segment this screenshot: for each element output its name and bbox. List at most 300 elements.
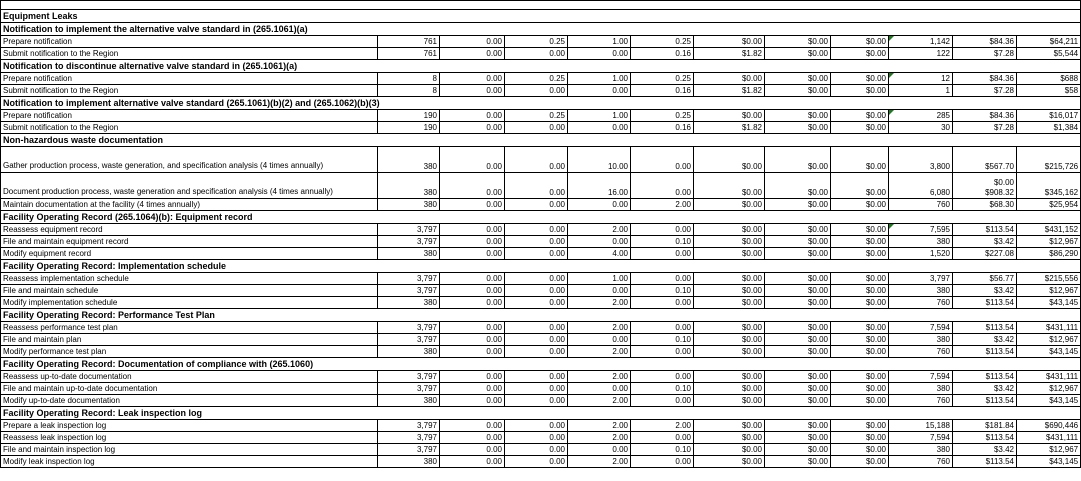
col-d-cell[interactable]: 2.00 bbox=[568, 456, 631, 468]
cost-f-cell[interactable]: $0.00 bbox=[694, 395, 765, 407]
activity-label-cell[interactable]: Prepare notification bbox=[1, 110, 378, 122]
total-cost-cell[interactable]: $431,111 bbox=[1017, 432, 1081, 444]
cost-f-cell[interactable]: $1.82 bbox=[694, 48, 765, 60]
col-d-cell[interactable]: 1.00 bbox=[568, 36, 631, 48]
cost-per-respondent-cell[interactable]: $227.08 bbox=[953, 248, 1017, 260]
cost-g-cell[interactable]: $0.00 bbox=[765, 173, 831, 199]
total-hours-cell[interactable]: 1,520 bbox=[889, 248, 953, 260]
cost-per-respondent-cell[interactable]: $181.84 bbox=[953, 420, 1017, 432]
total-hours-cell[interactable]: 380 bbox=[889, 444, 953, 456]
total-hours-cell[interactable]: 3,797 bbox=[889, 273, 953, 285]
col-b-cell[interactable]: 0.00 bbox=[440, 224, 505, 236]
col-d-cell[interactable]: 1.00 bbox=[568, 110, 631, 122]
col-d-cell[interactable]: 2.00 bbox=[568, 395, 631, 407]
activity-label-cell[interactable]: Prepare a leak inspection log bbox=[1, 420, 378, 432]
respondents-cell[interactable]: 380 bbox=[378, 147, 440, 173]
activity-label-cell[interactable]: Maintain documentation at the facility (4 times annually) bbox=[1, 199, 378, 211]
col-e-cell[interactable]: 0.00 bbox=[631, 395, 694, 407]
cost-g-cell[interactable]: $0.00 bbox=[765, 395, 831, 407]
col-c-cell[interactable]: 0.00 bbox=[505, 122, 568, 134]
cost-per-respondent-cell[interactable]: $113.54 bbox=[953, 371, 1017, 383]
cost-h-cell[interactable]: $0.00 bbox=[831, 248, 889, 260]
cost-h-cell[interactable]: $0.00 bbox=[831, 199, 889, 211]
section-title[interactable]: Notification to implement the alternative valve standard in (265.1061)(a) bbox=[1, 23, 1017, 36]
cost-h-cell[interactable]: $0.00 bbox=[831, 444, 889, 456]
col-b-cell[interactable]: 0.00 bbox=[440, 322, 505, 334]
respondents-cell[interactable]: 380 bbox=[378, 395, 440, 407]
cost-per-respondent-cell[interactable]: $3.42 bbox=[953, 444, 1017, 456]
cost-per-respondent-cell[interactable]: $84.36 bbox=[953, 110, 1017, 122]
total-cost-cell[interactable]: $12,967 bbox=[1017, 236, 1081, 248]
col-c-cell[interactable]: 0.00 bbox=[505, 248, 568, 260]
respondents-cell[interactable]: 761 bbox=[378, 48, 440, 60]
col-b-cell[interactable]: 0.00 bbox=[440, 383, 505, 395]
total-hours-cell[interactable]: 285 bbox=[889, 110, 953, 122]
cost-f-cell[interactable]: $0.00 bbox=[694, 110, 765, 122]
cost-h-cell[interactable]: $0.00 bbox=[831, 147, 889, 173]
col-c-cell[interactable]: 0.00 bbox=[505, 334, 568, 346]
cost-f-cell[interactable]: $0.00 bbox=[694, 199, 765, 211]
col-b-cell[interactable]: 0.00 bbox=[440, 346, 505, 358]
total-cost-cell[interactable]: $16,017 bbox=[1017, 110, 1081, 122]
cost-h-cell[interactable]: $0.00 bbox=[831, 371, 889, 383]
cost-h-cell[interactable]: $0.00 bbox=[831, 110, 889, 122]
col-d-cell[interactable]: 2.00 bbox=[568, 346, 631, 358]
cost-f-cell[interactable]: $0.00 bbox=[694, 346, 765, 358]
cost-f-cell[interactable]: $0.00 bbox=[694, 248, 765, 260]
section-title[interactable]: Non-hazardous waste documentation bbox=[1, 134, 1017, 147]
total-hours-cell[interactable]: 3,800 bbox=[889, 147, 953, 173]
col-d-cell[interactable]: 2.00 bbox=[568, 420, 631, 432]
col-c-cell[interactable]: 0.00 bbox=[505, 444, 568, 456]
section-title[interactable]: Facility Operating Record: Leak inspection log bbox=[1, 407, 1017, 420]
total-hours-cell[interactable]: 6,080 bbox=[889, 173, 953, 199]
col-b-cell[interactable]: 0.00 bbox=[440, 199, 505, 211]
total-cost-cell[interactable]: $1,384 bbox=[1017, 122, 1081, 134]
cost-g-cell[interactable]: $0.00 bbox=[765, 199, 831, 211]
respondents-cell[interactable]: 3,797 bbox=[378, 444, 440, 456]
respondents-cell[interactable]: 3,797 bbox=[378, 371, 440, 383]
col-e-cell[interactable]: 2.00 bbox=[631, 199, 694, 211]
col-d-cell[interactable]: 2.00 bbox=[568, 224, 631, 236]
total-cost-cell[interactable]: $215,726 bbox=[1017, 147, 1081, 173]
activity-label-cell[interactable]: Prepare notification bbox=[1, 73, 378, 85]
cost-h-cell[interactable]: $0.00 bbox=[831, 122, 889, 134]
col-e-cell[interactable]: 0.25 bbox=[631, 73, 694, 85]
col-e-cell[interactable]: 0.16 bbox=[631, 85, 694, 97]
total-hours-cell[interactable]: 760 bbox=[889, 199, 953, 211]
respondents-cell[interactable]: 380 bbox=[378, 456, 440, 468]
total-cost-cell[interactable]: $43,145 bbox=[1017, 395, 1081, 407]
cost-f-cell[interactable]: $0.00 bbox=[694, 371, 765, 383]
cost-g-cell[interactable]: $0.00 bbox=[765, 73, 831, 85]
col-b-cell[interactable]: 0.00 bbox=[440, 297, 505, 309]
col-b-cell[interactable]: 0.00 bbox=[440, 85, 505, 97]
col-c-cell[interactable]: 0.00 bbox=[505, 297, 568, 309]
page-title[interactable]: Equipment Leaks bbox=[1, 10, 1017, 23]
cost-h-cell[interactable]: $0.00 bbox=[831, 420, 889, 432]
activity-label-cell[interactable]: Modify equipment record bbox=[1, 248, 378, 260]
cost-per-respondent-cell[interactable]: $113.54 bbox=[953, 456, 1017, 468]
total-hours-cell[interactable]: 122 bbox=[889, 48, 953, 60]
cost-f-cell[interactable]: $0.00 bbox=[694, 73, 765, 85]
cost-h-cell[interactable]: $0.00 bbox=[831, 395, 889, 407]
cost-h-cell[interactable]: $0.00 bbox=[831, 85, 889, 97]
activity-label-cell[interactable]: Prepare notification bbox=[1, 36, 378, 48]
section-title[interactable]: Notification to discontinue alternative valve standard in (265.1061)(a) bbox=[1, 60, 1017, 73]
empty-cell[interactable] bbox=[1017, 211, 1081, 224]
cost-g-cell[interactable]: $0.00 bbox=[765, 285, 831, 297]
respondents-cell[interactable]: 380 bbox=[378, 346, 440, 358]
cost-f-cell[interactable]: $0.00 bbox=[694, 285, 765, 297]
cost-g-cell[interactable]: $0.00 bbox=[765, 334, 831, 346]
activity-label-cell[interactable]: Document production process, waste generation and specification analysis (4 times annually) bbox=[1, 173, 378, 199]
col-d-cell[interactable]: 0.00 bbox=[568, 285, 631, 297]
col-d-cell[interactable]: 1.00 bbox=[568, 273, 631, 285]
cost-per-respondent-cell[interactable]: $56.77 bbox=[953, 273, 1017, 285]
section-title[interactable]: Facility Operating Record: Documentation of compliance with (265.1060) bbox=[1, 358, 1017, 371]
empty-cell[interactable] bbox=[1017, 260, 1081, 273]
col-c-cell[interactable]: 0.00 bbox=[505, 432, 568, 444]
total-cost-cell[interactable]: $43,145 bbox=[1017, 346, 1081, 358]
col-c-cell[interactable]: 0.00 bbox=[505, 395, 568, 407]
col-b-cell[interactable]: 0.00 bbox=[440, 273, 505, 285]
total-cost-cell[interactable]: $43,145 bbox=[1017, 297, 1081, 309]
col-e-cell[interactable]: 0.00 bbox=[631, 297, 694, 309]
col-e-cell[interactable]: 0.10 bbox=[631, 236, 694, 248]
col-d-cell[interactable]: 0.00 bbox=[568, 444, 631, 456]
col-b-cell[interactable]: 0.00 bbox=[440, 432, 505, 444]
activity-label-cell[interactable]: File and maintain inspection log bbox=[1, 444, 378, 456]
activity-label-cell[interactable]: File and maintain schedule bbox=[1, 285, 378, 297]
cost-g-cell[interactable]: $0.00 bbox=[765, 383, 831, 395]
col-e-cell[interactable]: 2.00 bbox=[631, 420, 694, 432]
col-e-cell[interactable]: 0.00 bbox=[631, 322, 694, 334]
col-c-cell[interactable]: 0.00 bbox=[505, 236, 568, 248]
empty-cell[interactable] bbox=[1017, 10, 1081, 23]
respondents-cell[interactable]: 3,797 bbox=[378, 285, 440, 297]
activity-label-cell[interactable]: Reassess up-to-date documentation bbox=[1, 371, 378, 383]
cost-per-respondent-cell[interactable]: $3.42 bbox=[953, 285, 1017, 297]
activity-label-cell[interactable]: File and maintain plan bbox=[1, 334, 378, 346]
cost-f-cell[interactable]: $0.00 bbox=[694, 432, 765, 444]
total-hours-cell[interactable]: 15,188 bbox=[889, 420, 953, 432]
col-c-cell[interactable]: 0.00 bbox=[505, 346, 568, 358]
activity-label-cell[interactable]: Submit notification to the Region bbox=[1, 122, 378, 134]
col-c-cell[interactable]: 0.00 bbox=[505, 199, 568, 211]
cost-f-cell[interactable]: $0.00 bbox=[694, 147, 765, 173]
col-b-cell[interactable]: 0.00 bbox=[440, 395, 505, 407]
col-e-cell[interactable]: 0.00 bbox=[631, 456, 694, 468]
col-d-cell[interactable]: 2.00 bbox=[568, 297, 631, 309]
total-hours-cell[interactable]: 7,594 bbox=[889, 432, 953, 444]
cost-h-cell[interactable]: $0.00 bbox=[831, 346, 889, 358]
cost-h-cell[interactable]: $0.00 bbox=[831, 432, 889, 444]
respondents-cell[interactable]: 3,797 bbox=[378, 383, 440, 395]
section-title[interactable]: Facility Operating Record: Performance Test Plan bbox=[1, 309, 1017, 322]
col-b-cell[interactable]: 0.00 bbox=[440, 371, 505, 383]
total-cost-cell[interactable]: $431,111 bbox=[1017, 371, 1081, 383]
section-title[interactable]: Notification to implement alternative valve standard (265.1061)(b)(2) and (265.1062)(b)(3) bbox=[1, 97, 1017, 110]
col-b-cell[interactable]: 0.00 bbox=[440, 420, 505, 432]
col-e-cell[interactable]: 0.10 bbox=[631, 285, 694, 297]
cost-h-cell[interactable]: $0.00 bbox=[831, 285, 889, 297]
empty-cell[interactable] bbox=[1017, 97, 1081, 110]
activity-label-cell[interactable]: Reassess equipment record bbox=[1, 224, 378, 236]
respondents-cell[interactable]: 380 bbox=[378, 248, 440, 260]
col-b-cell[interactable]: 0.00 bbox=[440, 285, 505, 297]
cost-per-respondent-cell[interactable]: $84.36 bbox=[953, 73, 1017, 85]
cost-h-cell[interactable]: $0.00 bbox=[831, 224, 889, 236]
total-cost-cell[interactable]: $688 bbox=[1017, 73, 1081, 85]
cost-g-cell[interactable]: $0.00 bbox=[765, 371, 831, 383]
respondents-cell[interactable]: 8 bbox=[378, 73, 440, 85]
total-cost-cell[interactable]: $64,211 bbox=[1017, 36, 1081, 48]
cost-h-cell[interactable]: $0.00 bbox=[831, 322, 889, 334]
col-b-cell[interactable]: 0.00 bbox=[440, 36, 505, 48]
total-cost-cell[interactable]: $86,290 bbox=[1017, 248, 1081, 260]
total-hours-cell[interactable]: 30 bbox=[889, 122, 953, 134]
cost-f-cell[interactable]: $1.82 bbox=[694, 122, 765, 134]
col-d-cell[interactable]: 0.00 bbox=[568, 334, 631, 346]
respondents-cell[interactable]: 3,797 bbox=[378, 236, 440, 248]
activity-label-cell[interactable]: Submit notification to the Region bbox=[1, 85, 378, 97]
empty-cell[interactable] bbox=[1017, 134, 1081, 147]
total-hours-cell[interactable]: 1,142 bbox=[889, 36, 953, 48]
respondents-cell[interactable]: 3,797 bbox=[378, 224, 440, 236]
cost-per-respondent-cell[interactable]: $7.28 bbox=[953, 48, 1017, 60]
cost-g-cell[interactable]: $0.00 bbox=[765, 248, 831, 260]
col-b-cell[interactable]: 0.00 bbox=[440, 48, 505, 60]
cost-h-cell[interactable]: $0.00 bbox=[831, 383, 889, 395]
cost-h-cell[interactable]: $0.00 bbox=[831, 73, 889, 85]
col-c-cell[interactable]: 0.00 bbox=[505, 273, 568, 285]
col-d-cell[interactable]: 0.00 bbox=[568, 122, 631, 134]
cost-g-cell[interactable]: $0.00 bbox=[765, 147, 831, 173]
respondents-cell[interactable]: 3,797 bbox=[378, 420, 440, 432]
cost-g-cell[interactable]: $0.00 bbox=[765, 236, 831, 248]
cost-per-respondent-cell[interactable]: $567.70 bbox=[953, 147, 1017, 173]
col-c-cell[interactable]: 0.00 bbox=[505, 147, 568, 173]
total-cost-cell[interactable]: $431,152 bbox=[1017, 224, 1081, 236]
cost-h-cell[interactable]: $0.00 bbox=[831, 273, 889, 285]
empty-cell[interactable] bbox=[1017, 407, 1081, 420]
col-b-cell[interactable]: 0.00 bbox=[440, 444, 505, 456]
activity-label-cell[interactable]: File and maintain equipment record bbox=[1, 236, 378, 248]
cost-g-cell[interactable]: $0.00 bbox=[765, 346, 831, 358]
activity-label-cell[interactable]: Modify up-to-date documentation bbox=[1, 395, 378, 407]
col-e-cell[interactable]: 0.00 bbox=[631, 147, 694, 173]
col-c-cell[interactable]: 0.00 bbox=[505, 173, 568, 199]
cost-g-cell[interactable]: $0.00 bbox=[765, 85, 831, 97]
cost-per-respondent-cell[interactable]: $113.54 bbox=[953, 297, 1017, 309]
col-e-cell[interactable]: 0.00 bbox=[631, 273, 694, 285]
respondents-cell[interactable]: 190 bbox=[378, 110, 440, 122]
respondents-cell[interactable]: 3,797 bbox=[378, 334, 440, 346]
total-hours-cell[interactable]: 760 bbox=[889, 456, 953, 468]
col-c-cell[interactable]: 0.00 bbox=[505, 322, 568, 334]
section-title[interactable]: Facility Operating Record (265.1064)(b): Equipment record bbox=[1, 211, 1017, 224]
cost-per-respondent-cell[interactable]: $113.54 bbox=[953, 322, 1017, 334]
cost-f-cell[interactable]: $0.00 bbox=[694, 322, 765, 334]
total-hours-cell[interactable]: 7,594 bbox=[889, 322, 953, 334]
cost-per-respondent-cell[interactable]: $113.54 bbox=[953, 395, 1017, 407]
col-d-cell[interactable]: 10.00 bbox=[568, 147, 631, 173]
col-e-cell[interactable]: 0.00 bbox=[631, 173, 694, 199]
col-c-cell[interactable]: 0.25 bbox=[505, 73, 568, 85]
total-hours-cell[interactable]: 1 bbox=[889, 85, 953, 97]
cost-f-cell[interactable]: $0.00 bbox=[694, 444, 765, 456]
col-c-cell[interactable]: 0.25 bbox=[505, 36, 568, 48]
cost-per-respondent-cell[interactable]: $7.28 bbox=[953, 85, 1017, 97]
col-c-cell[interactable]: 0.25 bbox=[505, 110, 568, 122]
respondents-cell[interactable]: 380 bbox=[378, 173, 440, 199]
total-hours-cell[interactable]: 7,594 bbox=[889, 371, 953, 383]
activity-label-cell[interactable]: Modify performance test plan bbox=[1, 346, 378, 358]
cost-h-cell[interactable]: $0.00 bbox=[831, 236, 889, 248]
col-b-cell[interactable]: 0.00 bbox=[440, 248, 505, 260]
cost-g-cell[interactable]: $0.00 bbox=[765, 224, 831, 236]
activity-label-cell[interactable]: Reassess implementation schedule bbox=[1, 273, 378, 285]
col-d-cell[interactable]: 16.00 bbox=[568, 173, 631, 199]
col-e-cell[interactable]: 0.10 bbox=[631, 444, 694, 456]
respondents-cell[interactable]: 761 bbox=[378, 36, 440, 48]
total-hours-cell[interactable]: 380 bbox=[889, 285, 953, 297]
activity-label-cell[interactable]: Submit notification to the Region bbox=[1, 48, 378, 60]
total-hours-cell[interactable]: 12 bbox=[889, 73, 953, 85]
col-c-cell[interactable]: 0.00 bbox=[505, 285, 568, 297]
cost-per-respondent-cell[interactable]: $113.54 bbox=[953, 432, 1017, 444]
total-cost-cell[interactable]: $12,967 bbox=[1017, 444, 1081, 456]
cost-per-respondent-cell[interactable]: $7.28 bbox=[953, 122, 1017, 134]
respondents-cell[interactable]: 380 bbox=[378, 199, 440, 211]
cost-g-cell[interactable]: $0.00 bbox=[765, 48, 831, 60]
col-b-cell[interactable]: 0.00 bbox=[440, 147, 505, 173]
cost-h-cell[interactable]: $0.00 bbox=[831, 173, 889, 199]
col-e-cell[interactable]: 0.00 bbox=[631, 248, 694, 260]
cost-per-respondent-cell[interactable]: $84.36 bbox=[953, 36, 1017, 48]
col-e-cell[interactable]: 0.16 bbox=[631, 48, 694, 60]
col-e-cell[interactable]: 0.00 bbox=[631, 371, 694, 383]
respondents-cell[interactable]: 3,797 bbox=[378, 432, 440, 444]
col-d-cell[interactable]: 0.00 bbox=[568, 48, 631, 60]
empty-cell[interactable] bbox=[1017, 358, 1081, 371]
cost-g-cell[interactable]: $0.00 bbox=[765, 456, 831, 468]
col-e-cell[interactable]: 0.25 bbox=[631, 36, 694, 48]
activity-label-cell[interactable]: File and maintain up-to-date documentation bbox=[1, 383, 378, 395]
col-d-cell[interactable]: 0.00 bbox=[568, 199, 631, 211]
respondents-cell[interactable]: 3,797 bbox=[378, 322, 440, 334]
activity-label-cell[interactable]: Modify leak inspection log bbox=[1, 456, 378, 468]
cost-per-respondent-cell[interactable]: $68.30 bbox=[953, 199, 1017, 211]
cost-g-cell[interactable]: $0.00 bbox=[765, 297, 831, 309]
cost-f-cell[interactable]: $1.82 bbox=[694, 85, 765, 97]
col-c-cell[interactable]: 0.00 bbox=[505, 85, 568, 97]
respondents-cell[interactable]: 3,797 bbox=[378, 273, 440, 285]
cost-f-cell[interactable]: $0.00 bbox=[694, 36, 765, 48]
col-b-cell[interactable]: 0.00 bbox=[440, 73, 505, 85]
respondents-cell[interactable]: 8 bbox=[378, 85, 440, 97]
cost-per-respondent-cell[interactable]: $3.42 bbox=[953, 236, 1017, 248]
col-b-cell[interactable]: 0.00 bbox=[440, 236, 505, 248]
col-e-cell[interactable]: 0.10 bbox=[631, 383, 694, 395]
cost-f-cell[interactable]: $0.00 bbox=[694, 456, 765, 468]
col-d-cell[interactable]: 2.00 bbox=[568, 322, 631, 334]
col-e-cell[interactable]: 0.00 bbox=[631, 432, 694, 444]
cost-f-cell[interactable]: $0.00 bbox=[694, 236, 765, 248]
col-b-cell[interactable]: 0.00 bbox=[440, 110, 505, 122]
activity-label-cell[interactable]: Reassess leak inspection log bbox=[1, 432, 378, 444]
total-hours-cell[interactable]: 7,595 bbox=[889, 224, 953, 236]
respondents-cell[interactable]: 190 bbox=[378, 122, 440, 134]
col-c-cell[interactable]: 0.00 bbox=[505, 383, 568, 395]
cost-f-cell[interactable]: $0.00 bbox=[694, 224, 765, 236]
col-c-cell[interactable]: 0.00 bbox=[505, 48, 568, 60]
cost-g-cell[interactable]: $0.00 bbox=[765, 36, 831, 48]
col-d-cell[interactable]: 2.00 bbox=[568, 432, 631, 444]
cost-h-cell[interactable]: $0.00 bbox=[831, 36, 889, 48]
cost-h-cell[interactable]: $0.00 bbox=[831, 297, 889, 309]
col-d-cell[interactable]: 4.00 bbox=[568, 248, 631, 260]
total-cost-cell[interactable]: $690,446 bbox=[1017, 420, 1081, 432]
col-d-cell[interactable]: 0.00 bbox=[568, 383, 631, 395]
col-d-cell[interactable]: 2.00 bbox=[568, 371, 631, 383]
cost-f-cell[interactable]: $0.00 bbox=[694, 420, 765, 432]
cost-per-respondent-cell[interactable]: $3.42 bbox=[953, 383, 1017, 395]
col-c-cell[interactable]: 0.00 bbox=[505, 456, 568, 468]
cost-f-cell[interactable]: $0.00 bbox=[694, 383, 765, 395]
col-e-cell[interactable]: 0.16 bbox=[631, 122, 694, 134]
cost-f-cell[interactable]: $0.00 bbox=[694, 334, 765, 346]
col-e-cell[interactable]: 0.00 bbox=[631, 346, 694, 358]
cost-f-cell[interactable]: $0.00 bbox=[694, 297, 765, 309]
cost-h-cell[interactable]: $0.00 bbox=[831, 48, 889, 60]
col-b-cell[interactable]: 0.00 bbox=[440, 456, 505, 468]
col-c-cell[interactable]: 0.00 bbox=[505, 224, 568, 236]
cost-per-respondent-cell[interactable] bbox=[953, 173, 1017, 199]
col-e-cell[interactable]: 0.10 bbox=[631, 334, 694, 346]
empty-cell[interactable] bbox=[1017, 23, 1081, 36]
total-cost-cell[interactable]: $5,544 bbox=[1017, 48, 1081, 60]
cost-per-respondent-cell[interactable]: $113.54 bbox=[953, 224, 1017, 236]
total-cost-cell[interactable]: $12,967 bbox=[1017, 383, 1081, 395]
total-cost-cell[interactable]: $12,967 bbox=[1017, 334, 1081, 346]
activity-label-cell[interactable]: Gather production process, waste generation, and specification analysis (4 times annually) bbox=[1, 147, 378, 173]
respondents-cell[interactable]: 380 bbox=[378, 297, 440, 309]
section-title[interactable]: Facility Operating Record: Implementation schedule bbox=[1, 260, 1017, 273]
col-c-cell[interactable]: 0.00 bbox=[505, 371, 568, 383]
cost-f-cell[interactable]: $0.00 bbox=[694, 173, 765, 199]
empty-cell[interactable] bbox=[1017, 60, 1081, 73]
cost-h-cell[interactable]: $0.00 bbox=[831, 334, 889, 346]
total-hours-cell[interactable]: 760 bbox=[889, 297, 953, 309]
col-b-cell[interactable]: 0.00 bbox=[440, 334, 505, 346]
total-cost-cell[interactable]: $431,111 bbox=[1017, 322, 1081, 334]
total-cost-cell[interactable]: $58 bbox=[1017, 85, 1081, 97]
total-cost-cell[interactable]: $215,556 bbox=[1017, 273, 1081, 285]
total-cost-cell[interactable]: $25,954 bbox=[1017, 199, 1081, 211]
cost-g-cell[interactable]: $0.00 bbox=[765, 444, 831, 456]
col-e-cell[interactable]: 0.25 bbox=[631, 110, 694, 122]
total-hours-cell[interactable]: 380 bbox=[889, 236, 953, 248]
total-hours-cell[interactable]: 380 bbox=[889, 334, 953, 346]
cost-per-respondent-cell[interactable]: $113.54 bbox=[953, 346, 1017, 358]
cost-g-cell[interactable]: $0.00 bbox=[765, 110, 831, 122]
col-d-cell[interactable]: 1.00 bbox=[568, 73, 631, 85]
cost-f-cell[interactable]: $0.00 bbox=[694, 273, 765, 285]
activity-label-cell[interactable]: Reassess performance test plan bbox=[1, 322, 378, 334]
cost-g-cell[interactable]: $0.00 bbox=[765, 420, 831, 432]
